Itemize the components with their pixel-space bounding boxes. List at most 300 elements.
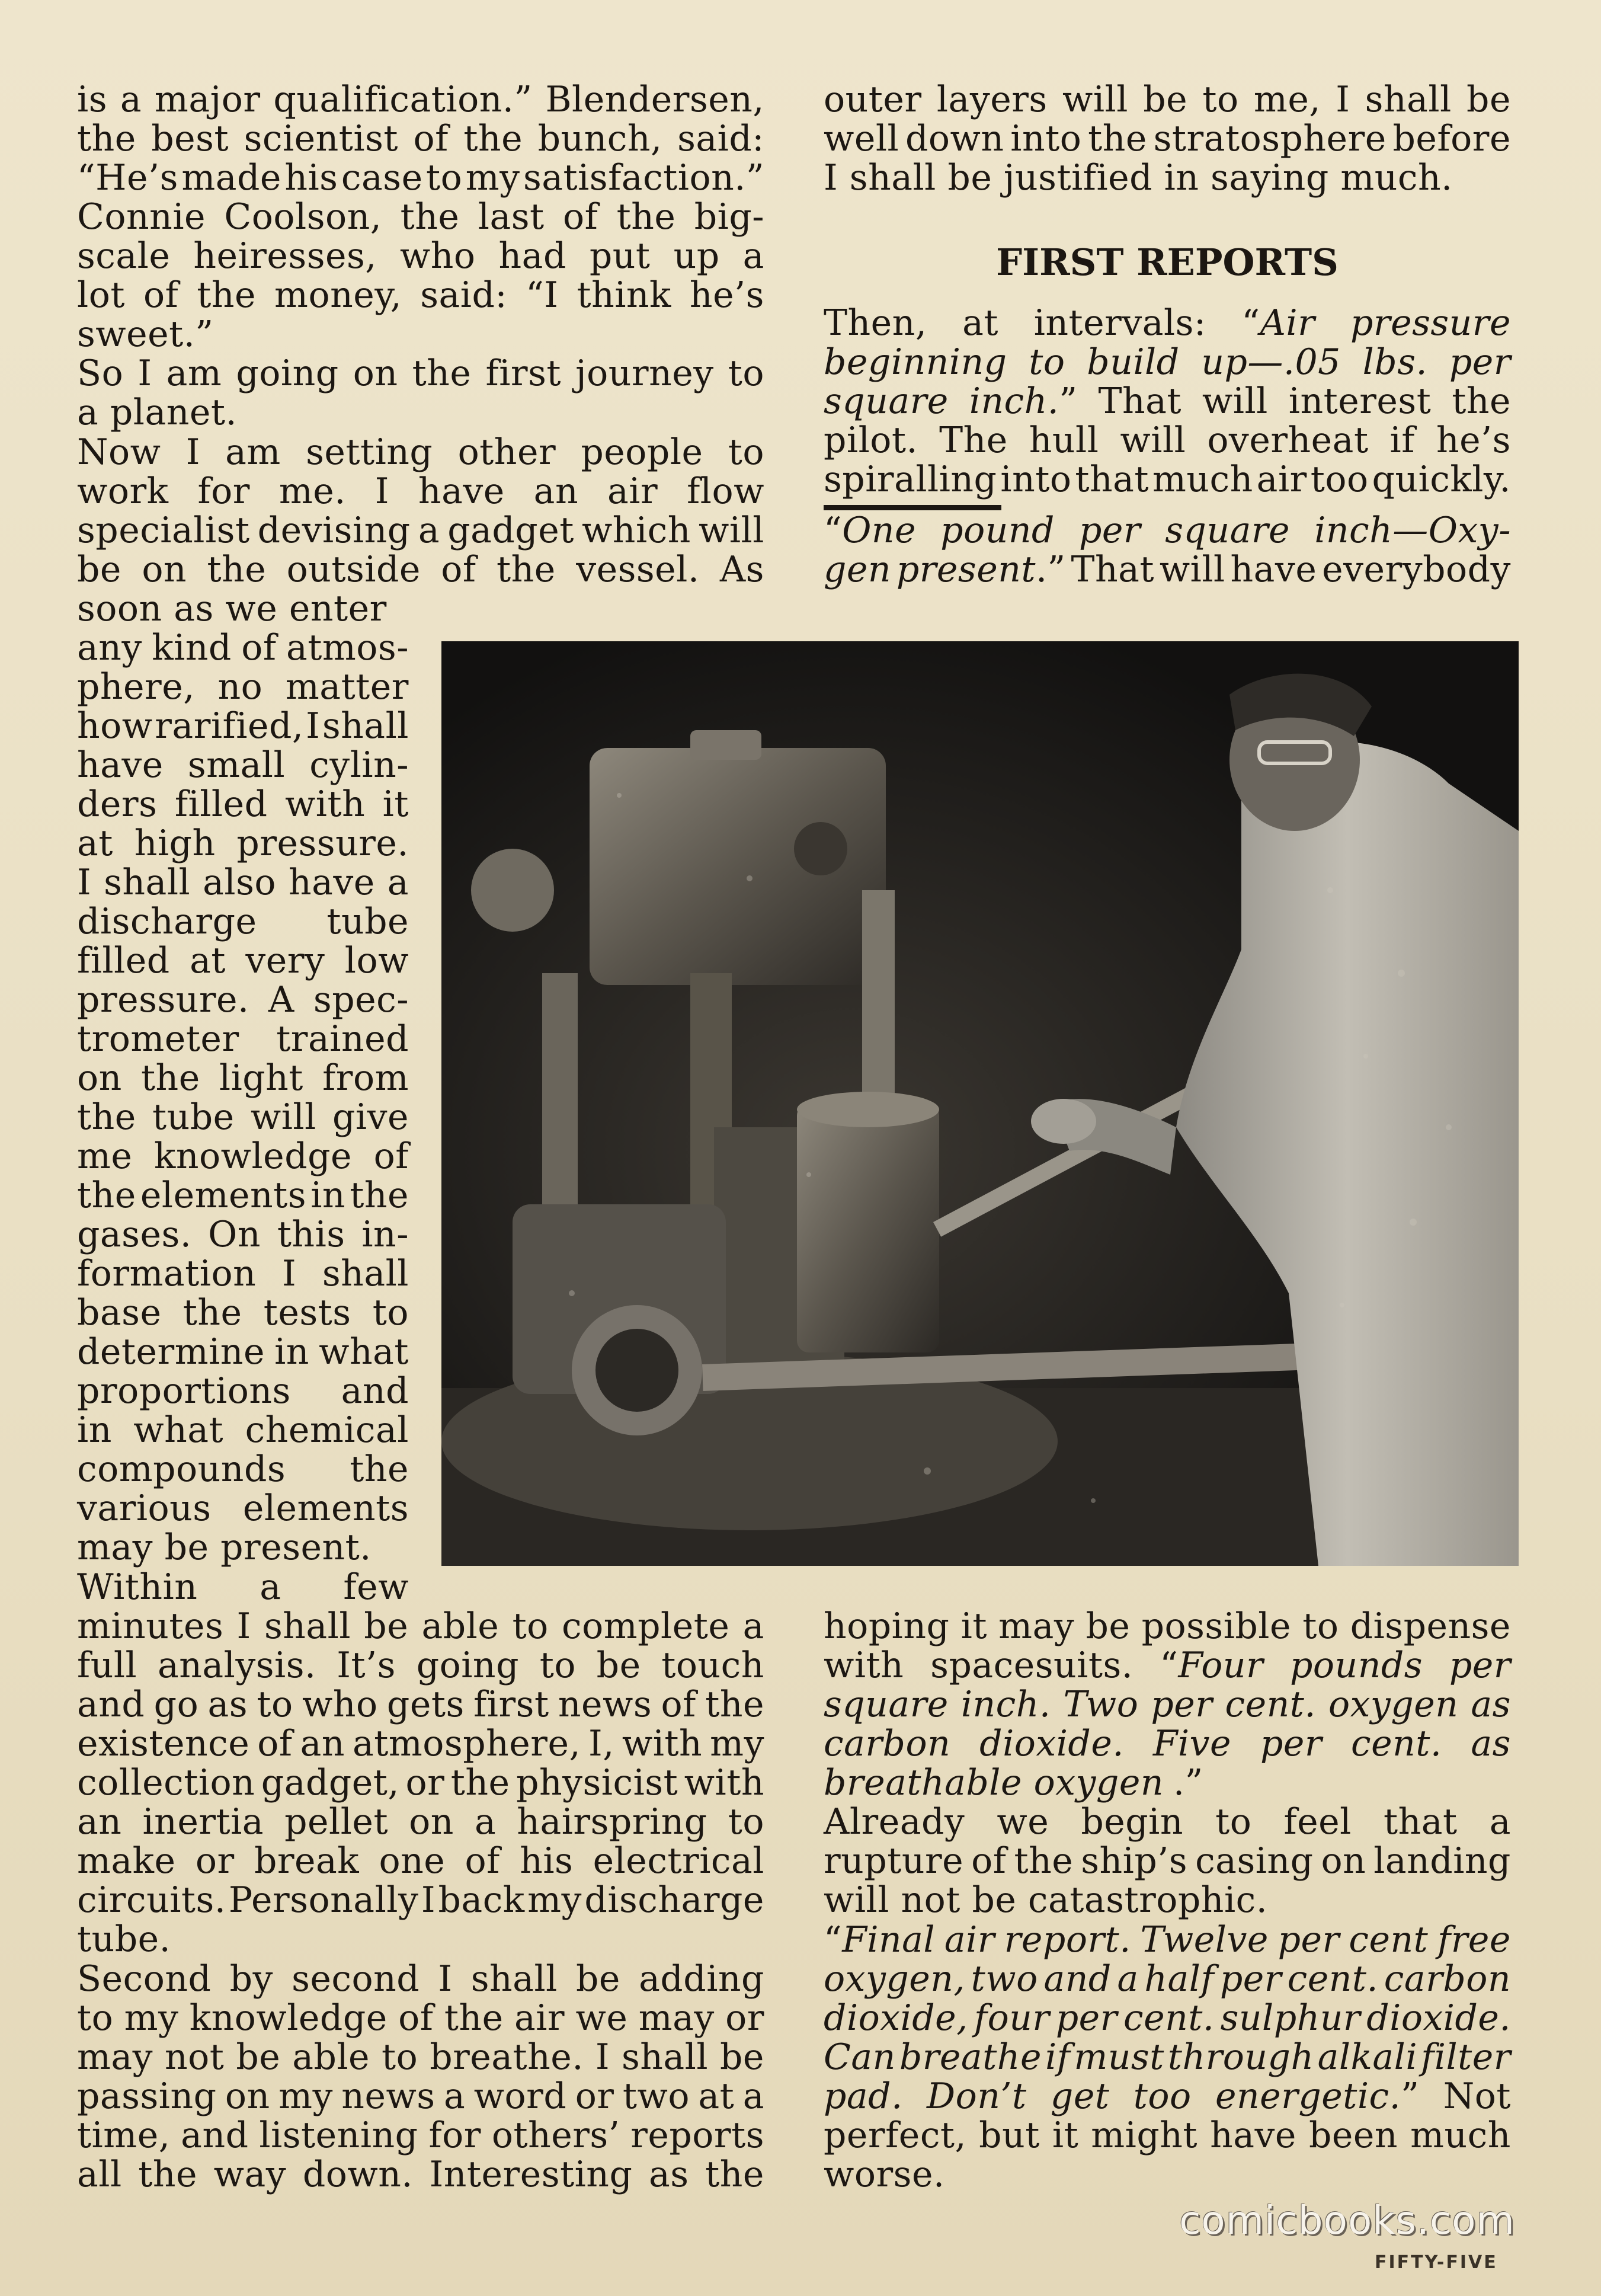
text-line: [77, 354, 764, 393]
text-word-group: [969, 382, 1078, 421]
text-word: quickly.: [1372, 459, 1511, 500]
text-word: light: [219, 1057, 303, 1099]
text-word: air: [514, 1997, 565, 2039]
text-word: layers: [936, 79, 1048, 120]
text-word: break: [254, 1840, 360, 1882]
text-word: go: [153, 1684, 199, 1725]
text-word-group: [1289, 382, 1432, 421]
text-word: casing: [1195, 1840, 1314, 1882]
text-word: vessel.: [576, 549, 700, 590]
text-word: pressure: [1350, 302, 1511, 344]
text-word: complete: [562, 1606, 730, 1647]
text-word: as: [1471, 1684, 1511, 1725]
text-word: cent.: [1225, 1684, 1316, 1725]
text-segment: .”: [1173, 1762, 1203, 1803]
text-line: [77, 472, 764, 511]
text-segment: soon as we enter: [77, 588, 387, 629]
text-word: of: [465, 1840, 500, 1882]
text-word: bunch,: [537, 118, 662, 159]
text-word: square: [1165, 510, 1291, 551]
text-line: [824, 421, 1511, 460]
text-word: cylin-: [309, 744, 409, 786]
text-word-group: [944, 1920, 995, 1959]
text-word: landing: [1373, 1840, 1511, 1882]
text-line: [77, 1098, 409, 1137]
text-word-group: [1215, 2077, 1419, 2116]
text-word: to: [512, 1606, 549, 1647]
text-line: [77, 80, 764, 119]
text-word: flow: [687, 471, 764, 512]
text-word: as: [207, 1684, 248, 1725]
text-word: a: [1489, 1801, 1511, 1843]
text-word: gets: [386, 1684, 465, 1725]
text-line: [824, 2155, 1511, 2194]
text-word: work: [77, 471, 169, 512]
text-line: [77, 1607, 764, 1646]
text-word: adding: [639, 1958, 764, 2000]
text-word: kind: [152, 627, 232, 669]
text-word: I: [236, 1606, 251, 1647]
text-word: the: [182, 1292, 242, 1334]
text-word: my: [278, 2076, 333, 2117]
text-word: pilot.: [824, 420, 918, 461]
text-word: pellet: [284, 1801, 389, 1843]
text-word: ship’s: [1081, 1840, 1188, 1882]
text-line: [77, 197, 764, 236]
text-word: be: [596, 1645, 641, 1686]
text-word: of: [413, 118, 449, 159]
text-word: rarified,: [155, 705, 304, 747]
text-line: [77, 589, 409, 628]
text-word: and: [341, 1370, 409, 1412]
text-word: circuits.: [77, 1879, 226, 1921]
text-word: per: [1449, 341, 1511, 383]
text-word: interest: [1288, 380, 1432, 422]
text-word: be: [576, 1958, 620, 2000]
text-word-group: [896, 550, 1066, 589]
text-line: [77, 2116, 764, 2155]
text-word: sulphur: [1220, 1997, 1361, 2039]
text-word: qualification.”: [273, 79, 533, 120]
text-word: the: [77, 118, 136, 159]
text-line: [77, 1332, 409, 1371]
text-word: an: [300, 1723, 345, 1764]
text-word: much: [1410, 2115, 1511, 2156]
text-word: ”: [1059, 380, 1078, 422]
text-word: all: [77, 2154, 122, 2195]
text-word: to: [539, 1645, 576, 1686]
text-word: must: [1074, 2036, 1164, 2078]
text-line: [77, 902, 409, 941]
text-word: with: [824, 1645, 904, 1686]
text-line: [77, 2038, 764, 2077]
text-word: a: [120, 79, 142, 120]
text-word: I: [306, 705, 321, 747]
text-word: shall: [621, 2036, 709, 2078]
text-line: [77, 824, 409, 863]
text-word: will: [1062, 79, 1128, 120]
text-line: [77, 1293, 409, 1332]
text-word: physicist: [516, 1762, 678, 1803]
text-word: have: [1230, 549, 1317, 590]
text-word-group: [962, 303, 998, 343]
text-word: free: [1437, 1919, 1511, 1961]
text-word-group: [1241, 303, 1315, 343]
text-word: gadget: [447, 510, 574, 551]
text-word: the: [400, 196, 460, 238]
text-line: [77, 1254, 409, 1293]
text-word: full: [77, 1645, 137, 1686]
text-word: “He’s: [77, 157, 178, 199]
text-word: with: [622, 1723, 703, 1764]
text-word-group: [1071, 550, 1155, 589]
text-word-group: [1141, 1920, 1269, 1959]
text-word: to: [728, 1801, 764, 1843]
text-word: minutes: [77, 1606, 224, 1647]
text-word: cent.: [1287, 1958, 1379, 2000]
text-word: inertia: [142, 1801, 264, 1843]
text-word: on: [409, 1801, 454, 1843]
text-line: [77, 1489, 409, 1528]
text-word: on: [225, 2076, 270, 2117]
text-word: On: [208, 1214, 261, 1255]
text-word: a: [260, 1566, 281, 1608]
text-word: setting: [306, 431, 433, 473]
text-word: phere,: [77, 666, 195, 708]
text-word: my: [465, 157, 520, 199]
text-word: spacesuits.: [930, 1645, 1133, 1686]
text-word: I: [438, 1958, 453, 2000]
text-word-group: [1079, 511, 1141, 550]
text-line: [824, 1802, 1511, 1841]
text-word: A: [268, 979, 294, 1021]
text-word: other: [457, 431, 556, 473]
text-word: the: [1014, 1840, 1074, 1882]
text-word: the: [1088, 118, 1147, 159]
text-word-group: [824, 1920, 935, 1959]
text-word: atmos-: [286, 627, 409, 669]
text-word: able: [292, 2036, 370, 2078]
text-word: might: [1091, 2115, 1198, 2156]
text-word-group: [824, 303, 927, 343]
text-word: that: [1075, 459, 1149, 500]
text-word: cent.: [1351, 1723, 1442, 1764]
text-line: [77, 1137, 409, 1176]
text-line: [77, 1998, 764, 2038]
text-word-group: [1452, 382, 1511, 421]
text-word: of: [257, 1723, 293, 1764]
text-word: money,: [274, 274, 402, 316]
text-word: pad.: [824, 2076, 903, 2117]
text-word: base: [77, 1292, 162, 1334]
text-word: That: [1071, 549, 1155, 590]
text-word: last: [478, 196, 545, 238]
text-word: That: [1098, 380, 1182, 422]
text-word-group: [824, 2077, 903, 2116]
text-word: per: [1219, 1958, 1282, 2000]
text-line: [824, 1959, 1511, 1998]
text-segment: may be present.: [77, 1527, 372, 1568]
text-line: [824, 511, 1511, 550]
text-line: [77, 1763, 764, 1802]
text-word: Already: [824, 1801, 965, 1843]
text-line: [77, 1411, 409, 1450]
text-word: be: [236, 2036, 281, 2078]
text-word-group: [1202, 382, 1268, 421]
text-word: will: [250, 1096, 316, 1138]
text-word: carbon: [824, 1723, 951, 1764]
text-word: I: [421, 1879, 436, 1921]
text-word: be: [1086, 1606, 1131, 1647]
text-word: low: [344, 940, 409, 981]
text-word: knowledge: [189, 1997, 388, 2039]
text-word: to: [728, 353, 764, 394]
text-line: [77, 1685, 764, 1724]
text-word: perfect,: [824, 2115, 967, 2156]
text-word-group: [1314, 511, 1511, 550]
text-word: heiresses,: [193, 235, 377, 277]
text-word: to: [1029, 341, 1065, 383]
text-word: breathe.: [430, 2036, 584, 2078]
text-word: pounds: [1290, 1645, 1423, 1686]
text-word: Interesting: [429, 2154, 633, 2195]
text-word: elements: [242, 1488, 409, 1529]
text-word: per: [1151, 1684, 1213, 1725]
text-word: or: [195, 1840, 235, 1882]
text-word: time,: [77, 2115, 171, 2156]
text-word: oxygen: [1328, 1684, 1459, 1725]
text-word: I: [595, 2036, 610, 2078]
text-word: much: [1152, 459, 1253, 500]
text-word: As: [719, 549, 764, 590]
text-line: [77, 785, 409, 824]
text-word: also: [203, 862, 277, 903]
text-word: down.: [302, 2154, 413, 2195]
text-word: of: [241, 627, 277, 669]
text-line: [77, 550, 764, 589]
text-word: his: [520, 1840, 574, 1882]
text-word: a: [742, 1606, 764, 1647]
text-word: think: [577, 274, 671, 316]
text-line: [824, 382, 1511, 421]
text-word: shall: [322, 1253, 409, 1294]
text-segment: tube.: [77, 1918, 171, 1960]
text-word: it: [382, 784, 409, 825]
text-line: [77, 1019, 409, 1059]
text-word: rupture: [824, 1840, 964, 1882]
text-word: we: [997, 1801, 1049, 1843]
text-word: air: [1256, 459, 1307, 500]
text-word: “: [1160, 1645, 1179, 1686]
text-word: the: [1452, 380, 1511, 422]
text-word: tube: [152, 1096, 235, 1138]
text-word: gen: [824, 549, 892, 590]
text-word: inch.: [969, 380, 1059, 422]
text-word: who: [302, 1684, 378, 1725]
text-line: [77, 511, 764, 550]
text-word: listening: [259, 2115, 418, 2156]
text-word: reports: [630, 2115, 764, 2156]
text-line: [77, 2077, 764, 2116]
text-word: Four: [1178, 1645, 1264, 1686]
text-word: journey: [575, 353, 714, 394]
text-word: per: [1079, 510, 1141, 551]
text-word: be: [77, 549, 121, 590]
text-word: dioxide,: [824, 1997, 968, 2039]
text-word: Final: [842, 1919, 936, 1961]
text-word: up: [673, 235, 720, 277]
text-word: me.: [278, 471, 346, 512]
text-word: “: [824, 1919, 843, 1961]
text-word: filled: [174, 784, 268, 825]
text-word: Coolson,: [224, 196, 382, 238]
text-word: I,: [588, 1723, 614, 1764]
text-word: in: [310, 1175, 346, 1216]
text-word: dispense: [1350, 1606, 1511, 1647]
text-line: [77, 1450, 409, 1489]
text-word: Five: [1152, 1723, 1232, 1764]
text-word: small: [187, 744, 286, 786]
text-word: gadget,: [261, 1762, 399, 1803]
text-word: this: [277, 1214, 345, 1255]
text-word: had: [498, 235, 566, 277]
text-word: way: [213, 2154, 287, 2195]
text-word: build: [1087, 341, 1180, 383]
text-word: One: [842, 510, 917, 551]
text-word: I: [374, 471, 389, 512]
text-word: I: [137, 353, 152, 394]
text-line: [77, 1568, 409, 1607]
text-word: pressure.: [236, 823, 409, 864]
text-word-group: [824, 1646, 904, 1685]
text-word: to: [77, 1997, 114, 2039]
text-line: [77, 706, 409, 746]
text-word: will: [699, 510, 764, 551]
text-word: air: [607, 471, 658, 512]
text-line: [77, 1724, 764, 1763]
text-word: it: [1052, 2115, 1079, 2156]
text-word: the: [463, 118, 523, 159]
text-word: inch.: [960, 1684, 1051, 1725]
text-word: a: [444, 2076, 466, 2117]
text-line: [824, 1841, 1511, 1881]
text-word: me: [77, 1136, 133, 1177]
text-word: going: [416, 1645, 519, 1686]
text-word: will: [1202, 380, 1268, 422]
text-word: before: [1392, 118, 1511, 159]
text-word: made: [181, 157, 281, 199]
section-heading: FIRST REPORTS: [996, 241, 1339, 284]
text-word: .”: [1035, 549, 1066, 590]
text-word: Then,: [824, 302, 927, 344]
text-word: satisfaction.”: [523, 157, 764, 199]
text-word-group: [940, 511, 1055, 550]
text-word: through: [1167, 2036, 1314, 2078]
text-word: but: [979, 2115, 1040, 2156]
text-word: determine: [77, 1331, 265, 1373]
text-word: and: [77, 1684, 145, 1725]
text-segment: breathable oxygen: [824, 1762, 1164, 1803]
text-word: or: [405, 1762, 445, 1803]
text-word-group: [1098, 382, 1181, 421]
text-word: feel: [1283, 1801, 1352, 1843]
text-word: “I: [526, 274, 559, 316]
text-word: big-: [694, 196, 764, 238]
text-word: too: [1310, 459, 1369, 500]
text-word: me,: [1253, 79, 1321, 120]
text-word: trometer: [77, 1018, 239, 1060]
text-word: compounds: [77, 1448, 286, 1490]
text-word: shall: [322, 705, 409, 747]
text-word: may: [638, 1997, 715, 2039]
text-word: by: [229, 1958, 273, 2000]
text-word: to: [1302, 1606, 1339, 1647]
text-line: [77, 1841, 764, 1881]
text-word: be: [720, 2036, 764, 2078]
text-word: make: [77, 1840, 176, 1882]
text-word-group: [1165, 511, 1290, 550]
text-word: collection: [77, 1762, 255, 1803]
text-word-group: [927, 2077, 1027, 2116]
text-word: I: [77, 862, 92, 903]
text-word: first: [473, 1684, 549, 1725]
text-line: [77, 1802, 764, 1841]
text-word: back: [438, 1879, 525, 1921]
text-word: what: [133, 1409, 224, 1451]
text-word: at: [77, 823, 113, 864]
text-segment: sweet.”: [77, 314, 214, 355]
text-word: “: [824, 510, 843, 551]
text-word: at: [190, 940, 226, 981]
text-word: pound: [940, 510, 1055, 551]
watermark: comicbooks.com: [1179, 2198, 1515, 2243]
text-word-group: [1034, 303, 1206, 343]
text-line: [824, 460, 1511, 499]
text-word-group: [1231, 550, 1317, 589]
text-word: shall: [264, 1606, 351, 1647]
text-word: Personally: [228, 1879, 419, 1921]
text-line: [77, 393, 764, 432]
text-line: [824, 80, 1511, 119]
text-line: [77, 1881, 764, 1920]
text-line: [77, 1215, 409, 1254]
text-word: two: [971, 1958, 1038, 2000]
text-word: be: [1143, 79, 1188, 120]
text-word: hoping: [824, 1606, 950, 1647]
text-word: the: [616, 196, 676, 238]
text-word: second: [292, 1958, 420, 2000]
text-word: I: [281, 1253, 297, 1294]
text-word: per: [1260, 1723, 1323, 1764]
text-line: [824, 550, 1511, 589]
text-word: people: [581, 431, 703, 473]
text-line: [824, 1763, 1511, 1802]
text-word: So: [77, 353, 124, 394]
text-word: been: [1308, 2115, 1398, 2156]
text-word: shall: [1365, 79, 1452, 120]
text-word-group: [1437, 1920, 1511, 1959]
text-word: specialist: [77, 510, 250, 551]
text-word: formation: [77, 1253, 257, 1294]
text-word: with: [284, 784, 366, 825]
text-word: an: [77, 1801, 122, 1843]
text-word: to: [1202, 79, 1239, 120]
text-word: not: [165, 2036, 225, 2078]
text-word: his: [284, 157, 338, 199]
text-word: matter: [285, 666, 409, 708]
text-word: word: [473, 2076, 567, 2117]
text-word: at: [962, 302, 998, 344]
